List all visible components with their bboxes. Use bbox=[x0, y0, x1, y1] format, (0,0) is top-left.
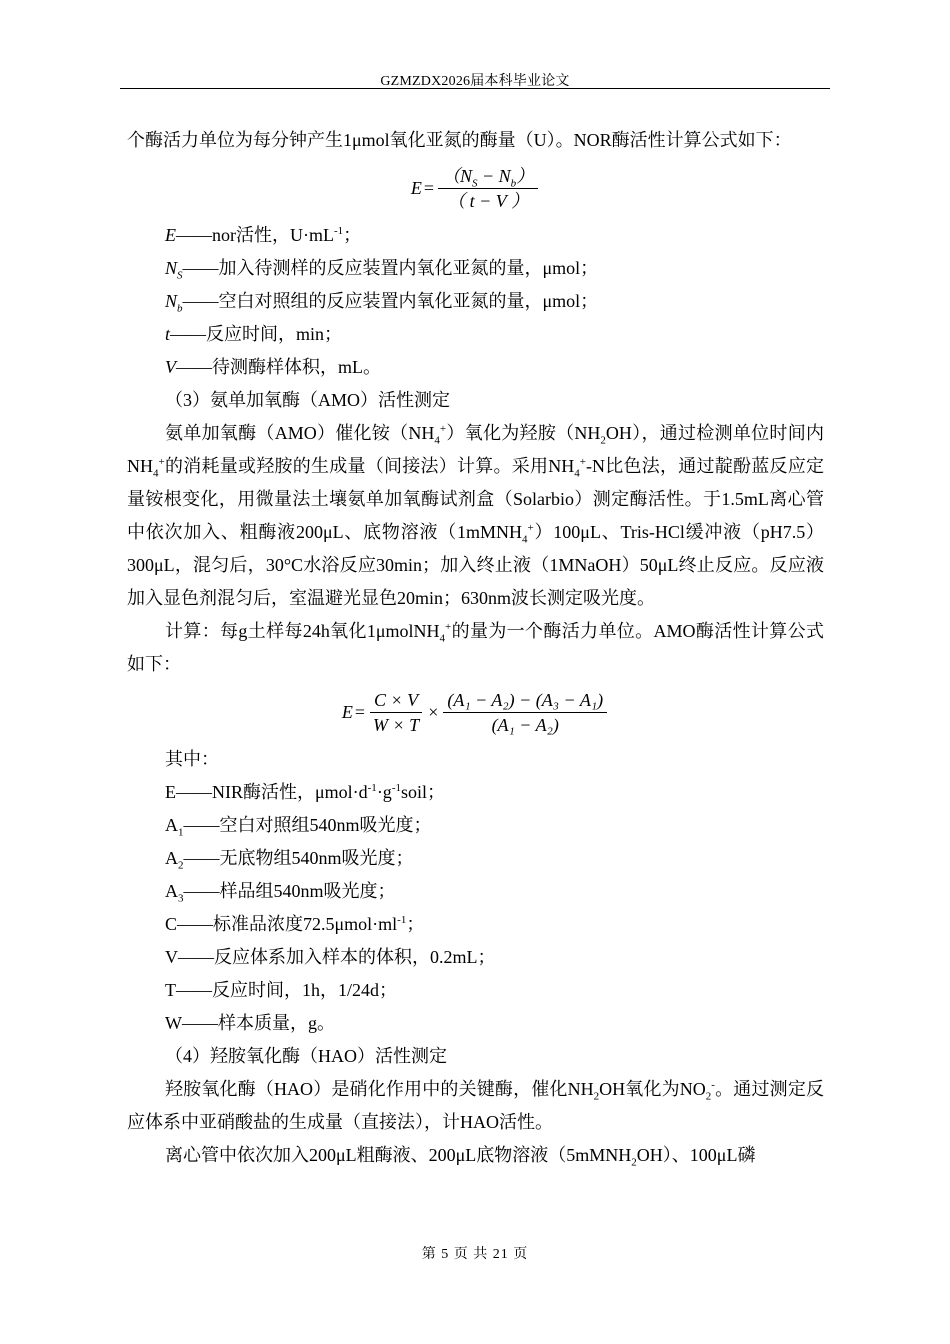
amo-formula: E = $\frac{C \times V}{W \times T}$ × $\frac{\text{(A₁ − A₂) − (A₃ − A₁)}}{\text{(A₁ − A₂)}}$ bbox=[127, 681, 824, 743]
nor-paragraph: 个酶活力单位为每分钟产生1μmol氧化亚氮的酶量（U）。NOR酶活性计算公式如下： bbox=[127, 130, 792, 150]
symbol-e: E——nor活性，$U\cdot mL^{-1}$； bbox=[165, 225, 362, 245]
amo-among: 其中： bbox=[165, 749, 219, 769]
hao-procedure-paragraph: 离心管中依次加入200μL粗酶液、200μL底物溶液（5mMNH$_2$OH）、100μL磷 bbox=[165, 1145, 756, 1169]
symbol-ns: $N_S——$加入待测样的反应装置内氧化亚氮的量，μmol； bbox=[165, 258, 599, 282]
nor-fraction: $\frac{(N_S - N_b)}{( t - V )}$ bbox=[438, 165, 538, 212]
symbol-t: t——反应时间，min； bbox=[165, 324, 343, 344]
amo-paragraph: 氨单加氧酶（AMO）催化铵$(NH_4^+)$氧化为羟胺$(NH_2OH)$，通过检测单位时间内$NH_4^+$的消耗量或羟胺的生成量（间接法）计算。采用$NH_4^+-N$比色法，通过靛酚蓝反应定量铵根变化，用微量法土壤氨单加氧酶试剂盒（Solarbio）测定酶活性。于1.5mL离心管中依次加入、粗酶液200μL、底物溶液（1mMNH$_4$+）100μL、Tris-HCl缓冲液（pH7.5）300μL，混匀后，30°C水浴反应30min；加入终止液（1MNaOH）50μL终止反应。反应液加入显色剂混匀后，室温避光显色20min；630nm波长测定吸光度。 bbox=[127, 423, 825, 608]
amo-symbol-v: V——反应体系加入样本的体积，0.2mL； bbox=[165, 947, 496, 967]
symbol-v: V——待测酶样体积，mL。 bbox=[165, 357, 381, 377]
amo-symbol-t: T——反应时间，1h，1/24d； bbox=[165, 980, 397, 1000]
nor-formula: E = $\frac{(N_S - N_b)}{( t - V )}$ bbox=[127, 157, 824, 219]
page-number: 第 5 页 共 21 页 bbox=[421, 1247, 529, 1262]
hao-heading: （4）羟胺氧化酶（HAO）活性测定 bbox=[165, 1046, 447, 1066]
symbol-nb: $N_b——$空白对照组的反应装置内氧化亚氮的量，μmol； bbox=[165, 291, 599, 315]
amo-symbol-a1: $A_1——$空白对照组540nm吸光度； bbox=[165, 815, 432, 839]
header-rule bbox=[120, 88, 830, 89]
amo-fraction-1: $\frac{C \times V}{W \times T}$ bbox=[369, 689, 423, 736]
amo-fraction-2: $\frac{\text{(A₁ − A₂) − (A₃ − A₁)}}{\text{(A₁ − A₂)}}$ bbox=[443, 689, 607, 736]
amo-symbol-e: E——NIR酶活性，$\mu mol\cdot d^{-1}\cdot g^{-1}soil$； bbox=[165, 782, 445, 802]
amo-symbol-c: C——标准品浓度$72.5\mu mol\cdot ml^{-1}$； bbox=[165, 914, 425, 934]
page-body bbox=[127, 124, 824, 1172]
amo-calc-paragraph: 计算：每g土样每24h氧化1μmolNH$_4$+的量为一个酶活力单位。AMO酶活性计算公式如下： bbox=[127, 621, 824, 674]
amo-symbol-a3: $A_3——$样品组540nm吸光度； bbox=[165, 881, 396, 905]
page-header: GZMZDX2026届本科毕业论文 bbox=[380, 74, 570, 89]
amo-heading: （3）氨单加氧酶（AMO）活性测定 bbox=[165, 390, 451, 410]
hao-paragraph: 羟胺氧化酶（HAO）是硝化作用中的关键酶，催化$NH_2OH$氧化为$NO_2^-$。通过测定反应体系中亚硝酸盐的生成量（直接法），计HAO活性。 bbox=[127, 1079, 824, 1132]
amo-symbol-w: W——样本质量，g。 bbox=[165, 1013, 335, 1033]
amo-symbol-a2: $A_2——$无底物组540nm吸光度； bbox=[165, 848, 414, 872]
